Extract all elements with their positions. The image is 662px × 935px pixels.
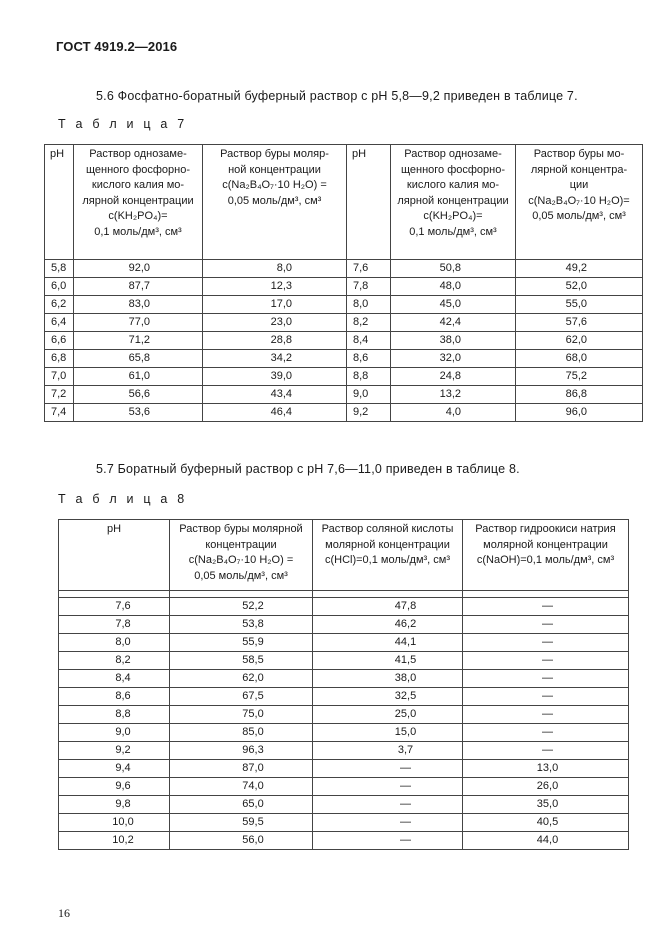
table-cell: 7,8 — [347, 278, 391, 296]
table-cell: — — [313, 778, 463, 796]
table-cell — [463, 591, 629, 598]
table-cell: — — [463, 688, 629, 706]
table-row — [45, 296, 643, 314]
table-cell: 8,0 — [59, 634, 170, 652]
table7-header-borax-line: лярной концентра- — [530, 163, 628, 176]
section-5-6-text: 5.6 Фосфатно-боратный буферный раствор с рН 5,8—9,2 приведен в таблице 7. — [96, 89, 578, 103]
table-cell: 53,6 — [74, 404, 203, 422]
table8-caption: Т а б л и ц а 8 — [58, 492, 188, 506]
table-cell: 38,0 — [391, 332, 516, 350]
table-cell: 6,0 — [45, 278, 74, 296]
table-cell: — — [463, 634, 629, 652]
table-cell: 7,6 — [59, 598, 170, 616]
table-cell: 65,8 — [74, 350, 203, 368]
table8-header-borax-line: Раствор буры молярной — [179, 523, 303, 535]
table8-spacer-row — [59, 591, 629, 598]
table-cell: 4,0 — [391, 404, 516, 422]
table-row — [59, 778, 629, 796]
table-cell: 9,2 — [59, 742, 170, 760]
table-cell: 35,0 — [463, 796, 629, 814]
table-cell: 15,0 — [313, 724, 463, 742]
table-cell: 8,6 — [59, 688, 170, 706]
table7-header-kh2po4-line: с(KH₂PO₄)= — [108, 210, 168, 222]
table-cell: 55,0 — [516, 296, 643, 314]
table-cell: 23,0 — [203, 314, 347, 332]
table7-header-kh2po4-line: щенного фосфорно- — [85, 163, 191, 176]
table-cell: 39,0 — [203, 368, 347, 386]
table-row — [59, 634, 629, 652]
table8-header-hcl — [313, 520, 463, 591]
table-cell: 52,2 — [170, 598, 313, 616]
table-cell: 46,4 — [203, 404, 347, 422]
table8-header-naoh-line: молярной концентрации — [483, 538, 608, 551]
table8-header-row — [59, 520, 629, 591]
table-row — [45, 404, 643, 422]
table-row — [59, 832, 629, 850]
table-cell: 7,0 — [45, 368, 74, 386]
table-cell: 7,8 — [59, 616, 170, 634]
table-row — [45, 332, 643, 350]
table-row — [45, 260, 643, 278]
table-cell: 32,0 — [391, 350, 516, 368]
table7-header-kh2po4-line: Раствор однозаме- — [404, 148, 502, 160]
table-cell: 7,6 — [347, 260, 391, 278]
table7-header-kh2po4-line: лярной концентрации — [82, 194, 194, 207]
table7-header-borax — [203, 145, 347, 260]
table-cell: 43,4 — [203, 386, 347, 404]
table-cell: 96,0 — [516, 404, 643, 422]
table7-header-kh2po4-2 — [391, 145, 516, 260]
table-cell: — — [463, 724, 629, 742]
table8-header-ph: рН — [59, 520, 170, 591]
table7-header-borax-line: c(Na₂B₄O₇·10 H₂O) = — [222, 179, 327, 191]
table-cell: — — [313, 814, 463, 832]
table-cell: — — [463, 670, 629, 688]
table-cell: 85,0 — [170, 724, 313, 742]
table8-header-naoh-line: c(NaOH)=0,1 моль/дм³, см³ — [476, 554, 615, 566]
table7-header-kh2po4-line: 0,1 моль/дм³, см³ — [409, 225, 497, 238]
table-cell: 6,8 — [45, 350, 74, 368]
table-cell: 61,0 — [74, 368, 203, 386]
table-cell: 9,0 — [59, 724, 170, 742]
table-cell: 92,0 — [74, 260, 203, 278]
table-row — [45, 278, 643, 296]
table7-header-kh2po4-line: кислого калия мо- — [91, 179, 185, 191]
table-row — [59, 616, 629, 634]
table-cell: 10,0 — [59, 814, 170, 832]
table-cell: 5,8 — [45, 260, 74, 278]
table8-header-borax-line: концентрации — [205, 538, 277, 551]
table-cell: 56,0 — [170, 832, 313, 850]
document-header: ГОСТ 4919.2—2016 — [56, 39, 178, 54]
table-cell: 49,2 — [516, 260, 643, 278]
table-row — [59, 652, 629, 670]
table8-header-hcl-line: Раствор соляной кислоты — [321, 523, 454, 535]
table-cell: 10,2 — [59, 832, 170, 850]
table-cell: 50,8 — [391, 260, 516, 278]
table-cell: 38,0 — [313, 670, 463, 688]
table-cell: 32,5 — [313, 688, 463, 706]
table-row — [59, 688, 629, 706]
table-cell — [313, 591, 463, 598]
table-row — [59, 670, 629, 688]
table-cell: 48,0 — [391, 278, 516, 296]
table-row — [59, 724, 629, 742]
table-cell: 40,5 — [463, 814, 629, 832]
table-cell: 7,2 — [45, 386, 74, 404]
table-cell: 65,0 — [170, 796, 313, 814]
table-cell: 41,5 — [313, 652, 463, 670]
table-cell: 96,3 — [170, 742, 313, 760]
table-cell: 9,6 — [59, 778, 170, 796]
table-cell: 75,0 — [170, 706, 313, 724]
table-cell: 56,6 — [74, 386, 203, 404]
table-cell: 58,5 — [170, 652, 313, 670]
table-row — [45, 386, 643, 404]
table7-header-row — [45, 145, 643, 260]
table-cell: 8,0 — [347, 296, 391, 314]
table-cell: — — [313, 832, 463, 850]
table-cell: — — [463, 742, 629, 760]
table7-header-borax-2 — [516, 145, 643, 260]
table-cell: 83,0 — [74, 296, 203, 314]
table7-header-ph: рН — [45, 145, 74, 260]
table-row — [45, 368, 643, 386]
table-cell: 25,0 — [313, 706, 463, 724]
table-cell: 17,0 — [203, 296, 347, 314]
table-cell — [59, 591, 170, 598]
table-cell: 67,5 — [170, 688, 313, 706]
table-cell: 62,0 — [170, 670, 313, 688]
table7-header-borax-line: ции — [569, 179, 589, 191]
table-row — [59, 796, 629, 814]
table-row — [59, 598, 629, 616]
table-cell: 8,0 — [203, 260, 347, 278]
table8-header-borax — [170, 520, 313, 591]
table-cell: 55,9 — [170, 634, 313, 652]
table7-header-borax-line: Раствор буры моляр- — [220, 148, 329, 160]
table7-header-borax-line: 0,05 моль/дм³, см³ — [227, 194, 322, 207]
table-cell: 87,7 — [74, 278, 203, 296]
table-cell: 34,2 — [203, 350, 347, 368]
table-cell: 62,0 — [516, 332, 643, 350]
table7-header-kh2po4-line: лярной концентрации — [397, 194, 509, 207]
table-cell: 7,4 — [45, 404, 74, 422]
table8-header-hcl-line: молярной концентрации — [325, 538, 450, 551]
table-cell: 28,8 — [203, 332, 347, 350]
table-cell: 71,2 — [74, 332, 203, 350]
table-cell: 8,8 — [347, 368, 391, 386]
table-cell: 59,5 — [170, 814, 313, 832]
table-row — [59, 742, 629, 760]
table8-header-hcl-line: c(HCl)=0,1 моль/дм³, см³ — [324, 554, 451, 566]
table-cell: 8,8 — [59, 706, 170, 724]
table7-header-borax-line: c(Na₂B₄O₇·10 H₂O)= — [528, 194, 630, 207]
table-cell: 44,1 — [313, 634, 463, 652]
table-cell: 6,2 — [45, 296, 74, 314]
page-number: 16 — [58, 906, 70, 920]
table8 — [58, 519, 629, 850]
table-row — [59, 814, 629, 832]
table-row — [45, 350, 643, 368]
table-cell: 44,0 — [463, 832, 629, 850]
table-cell: 9,8 — [59, 796, 170, 814]
table-cell: 9,0 — [347, 386, 391, 404]
table-cell: 75,2 — [516, 368, 643, 386]
table7-header-kh2po4-line: с(KH₂PO₄)= — [423, 210, 483, 222]
section-5-7-text: 5.7 Боратный буферный раствор с рН 7,6—11,0 приведен в таблице 8. — [96, 462, 520, 476]
table-cell: 6,4 — [45, 314, 74, 332]
table-cell: 68,0 — [516, 350, 643, 368]
table8-header-borax-line: c(Na₂B₄O₇·10 H₂O) = — [188, 554, 294, 566]
table-cell: 26,0 — [463, 778, 629, 796]
table7-header-borax-line: Раствор буры мо- — [533, 148, 625, 160]
table7-header-kh2po4-line: 0,1 моль/дм³, см³ — [94, 225, 182, 238]
table7-caption: Т а б л и ц а 7 — [58, 117, 188, 131]
table7-header-ph-2: рН — [347, 145, 391, 260]
table-cell: — — [463, 616, 629, 634]
table-cell: — — [463, 652, 629, 670]
table-cell: — — [313, 796, 463, 814]
table-cell: 57,6 — [516, 314, 643, 332]
table8-header-borax-line: 0,05 моль/дм³, см³ — [194, 569, 288, 582]
table-cell: 77,0 — [74, 314, 203, 332]
table-cell: 3,7 — [313, 742, 463, 760]
table-row — [59, 760, 629, 778]
table-cell: 47,8 — [313, 598, 463, 616]
table-cell: 86,8 — [516, 386, 643, 404]
table-cell: 12,3 — [203, 278, 347, 296]
table-cell: 6,6 — [45, 332, 74, 350]
table-cell: 74,0 — [170, 778, 313, 796]
table8-header-naoh — [463, 520, 629, 591]
table8-header-naoh-line: Раствор гидроокиси натрия — [475, 523, 616, 535]
table-cell: 13,2 — [391, 386, 516, 404]
table-cell: 9,2 — [347, 404, 391, 422]
table-cell: — — [463, 706, 629, 724]
table7-header-borax-line: ной концентрации — [228, 163, 321, 176]
table-cell: 46,2 — [313, 616, 463, 634]
table7-header-kh2po4-line: кислого калия мо- — [406, 179, 500, 191]
table7 — [44, 144, 643, 422]
table-row — [59, 706, 629, 724]
table-cell: — — [313, 760, 463, 778]
table-cell: 8,4 — [347, 332, 391, 350]
table-cell: 24,8 — [391, 368, 516, 386]
table-row — [45, 314, 643, 332]
table-cell: 8,2 — [59, 652, 170, 670]
table-cell: 13,0 — [463, 760, 629, 778]
table7-header-kh2po4-line: Раствор однозаме- — [89, 148, 187, 160]
table-cell: 45,0 — [391, 296, 516, 314]
table-cell: 52,0 — [516, 278, 643, 296]
table-cell: 53,8 — [170, 616, 313, 634]
table-cell: 42,4 — [391, 314, 516, 332]
table-cell: 9,4 — [59, 760, 170, 778]
table-cell: 8,4 — [59, 670, 170, 688]
table-cell — [170, 591, 313, 598]
table7-header-kh2po4-line: щенного фосфорно- — [400, 163, 506, 176]
table7-header-borax-line: 0,05 моль/дм³, см³ — [532, 210, 626, 222]
table-cell: 8,6 — [347, 350, 391, 368]
table-cell: 8,2 — [347, 314, 391, 332]
table-cell: — — [463, 598, 629, 616]
table-cell: 87,0 — [170, 760, 313, 778]
table7-header-kh2po4 — [74, 145, 203, 260]
